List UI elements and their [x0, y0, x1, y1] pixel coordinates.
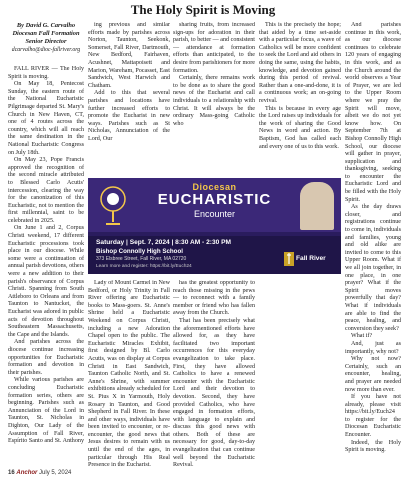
article-title: The Holy Spirit is Moving	[130, 2, 276, 17]
column-3-top: sharing fruits, from increased sign-ups for adoration in their parish, to better — and consistent — attendance at formation efforts than anticipated, to the desire from parishioners for more formation. Certainly, there remains work to be done as to share the good news of the Eucharist and call individuals to a relationship with Christ. It will always be the ordinary Mass-going Catholic who	[173, 22, 255, 127]
banner-encounter: Encounter	[193, 209, 236, 219]
column-3-bottom: has the greatest opportunity to reach those missing in the pews — to reconnect with a family member or friend who has fallen away from the Church. That has been precisely what the aforementioned efforts have allowed for, as they have facilitated two important occurrences for this everyday evangelization to take place. First, they have allowed Catholics to have a renewed encounter with the Eucharistic Lord and their devotion to devotion. Second, they have provided Catholics, who have engaged in formation efforts, with language to explain and discuss this good news with others. Both of these are necessary for good, day-to-day evangelization that can continue well beyond the Eucharistic Revival.	[173, 280, 255, 468]
author-title: Diocesan Fall Formation	[12, 30, 80, 37]
author-email[interactable]: dcarvalho@dioc-fallriver.org	[11, 47, 81, 53]
event-banner	[88, 178, 341, 274]
newspaper-brand: Anchor	[16, 470, 38, 476]
event-address: 373 Elsbree Street, Fall River, MA 02720	[96, 256, 187, 262]
banner-diocesan: Diocesan	[192, 182, 237, 192]
event-date: Saturday | Sept. 7, 2024 | 8:30 AM - 2:30 PM	[96, 239, 232, 246]
bishop-photo	[300, 182, 334, 230]
event-venue: Bishop Connolly High School	[96, 248, 183, 255]
column-2-bottom: Lady of Mount Carmel in New Bedford, or Holy Trinity in Fall River offering are Eucharistic books to Mass-goers. St. Anne's Shrine held a Eucharistic Weekend on Corpus Christi, including a new Adoration Chapel open to the public. The Eucharistic Miracles Exhibit, first designed by Bl. Carlo Acutis, was on display at Corpus Christi in East Sandwich, Taunton Catholic North, and St. Anne's Shrine, with summer exhibitions already scheduled for St. Pius X in Yarmouth, Holy Rosary in Taunton, and Good Shepherd in Fall River. In these and other ways, individuals have been invited to encounter, or re-encounter, the good news that Jesus desires to remain with us until the end of the ages, in particular through His Real Presence in the Eucharist.	[88, 280, 170, 468]
author-name: By David G. Carvalho	[16, 22, 76, 29]
issue-date: July 5, 2024	[39, 470, 72, 476]
byline	[8, 22, 84, 54]
column-5: And parishes continue in this work, as our diocese continues to celebrate 120 years of engaging in this work, and as the Church around the world observes a Year of Prayer, we are led to the Upper Room where we pray the Spirit will move, albeit we do not yet know how. On September 7th at Bishop Connolly High School, our diocese will gather in prayer, supplication and thanksgiving, seeking to encounter the Eucharistic Lord and be filled with the Holy Spirit. As the day draws closer, and registrations continue to come in, individuals and families, young and old alike are invited to come to this Upper Room. What if we all join together, in one place, in one prayer? What if the Spirit moves powerfully that day? What if individuals are able to find the peace, healing, and conversion they seek? What if? And, just as importantly, why not? Why not now? Certainly, such an encounter, healing, and prayer are needed now more than ever. If you have not already, please visit https://bit.ly/Euch24 to register for the Diocesan Eucharistic Encounter. Indeed, the Holy Spirit is moving.	[345, 22, 401, 454]
author-subtitle: Senior Director	[25, 38, 67, 45]
column-2-top: ing previous and similar efforts made by parishes across Norton, Taunton, Seekonk, Somerset, Fall River, Dartmouth, New Bedford, Fairhaven, Acushnet, Mattapoisett and Marion, Wareham, Pocasset, East Sandwich, West Harwich and Chatham. Add to this that several parishes and locations have further increased efforts to promote the Eucharist in new ways. Parishes such as St Nicholas, Annunciation of the Lord, Our	[88, 22, 170, 142]
diocese-logo-text: Fall River	[296, 255, 326, 262]
event-register-link[interactable]: Learn more and register: https://bit.ly/Euch24	[96, 264, 192, 269]
page-number: 16	[8, 470, 15, 476]
column-4-top: This is the precisely the hope; that aided by a time set-aside with a particular focus, a wave of Catholics will be more confident to seek the Lord and aid others in doing the same, using the habits, knowledge, and devotion gained during this period of revival. Rather than a one-and-done, it is a continuous work; an on-going revival. This is because in every age the Lord raises up individuals for the work of sharing the Good News in word and action. By Baptism, God has called each and every one of us to this work.	[259, 22, 341, 150]
column-1: FALL RIVER — The Holy Spirit is moving. On May 18, Pentecost Sunday, the eastern route of the National Eucharistic Pilgrimage departed St. Mary's Church in New Haven, CT, one of 4 routes across the country, which will all reach the same destination in the National Eucharistic Congress on July 18th. On May 23, Pope Francis approved the recognition of the second miracle attributed to Blessed Carlo Acutis' intercession, clearing the way for the canonization of this Eucharistic, not to mention the first millennial, saint to be celebrated in 2025. On June 1 and 2, Corpus Christi weekend, 17 different Eucharistic processions took place in our diocese. While some were a continuation of annual parish devotions, others were a new addition to their parish's observance of Corpus Christi. Spanning from South Attleboro to Orleans and from Taunton to Nantucket, the Eucharist was adored in public acts of devotion throughout Southeastern Massachusetts, the Cape and the Islands. And parishes across the diocese continue increasing opportunities for Eucharistic formation and devotion in their parishes. While various parishes are concluding Eucharistic formation series, others are beginning. Parishes such as Annunciation of the Lord in Taunton, St. Nicholas in Dighton, Our Lady of the Assumption of Fall River, Espírito Santo and St. Anthony	[8, 66, 84, 445]
page-footer	[8, 470, 71, 476]
banner-eucharistic: EUCHARISTIC	[157, 191, 272, 208]
